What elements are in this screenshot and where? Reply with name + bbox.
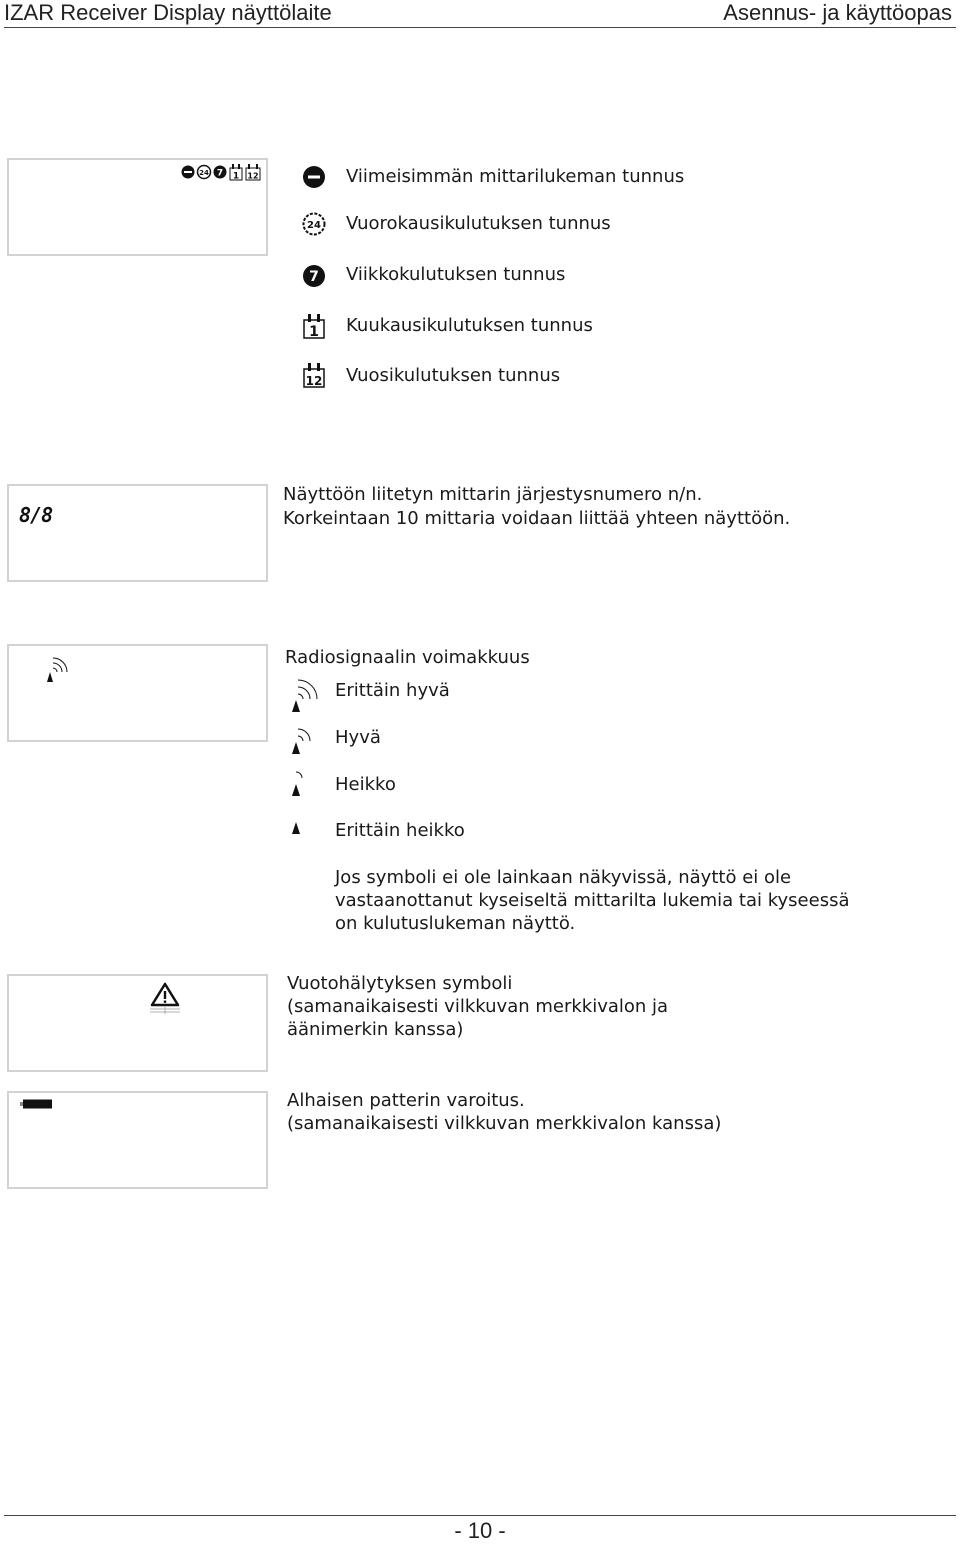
svg-text:1: 1 [232,171,240,181]
svg-text:1: 1 [309,324,319,340]
weekly-consumption-label: Viikkokulutuksen tunnus [346,264,566,285]
low-battery-icon [19,1098,53,1110]
signal-good-label: Hyvä [335,727,381,748]
footer-rule [4,1515,956,1516]
signal-very-good-icon [288,674,322,714]
lcd-symbols-row-icon [180,163,262,181]
svg-text:24: 24 [307,220,321,231]
radio-signal-note-line2: vastaanottanut kyseiseltä mittarilta lukemia tai kyseessä [335,890,850,911]
lcd-consumption-symbols [7,158,268,256]
last-reading-icon [302,165,326,189]
signal-weak-label: Heikko [335,774,396,795]
header-title-left: IZAR Receiver Display näyttölaite [4,0,332,25]
signal-good-icon [288,716,322,756]
signal-very-weak-icon [288,810,322,840]
signal-very-good-label: Erittäin hyvä [335,680,450,701]
signal-weak-icon [288,760,322,800]
daily-consumption-icon [302,212,326,236]
lcd-signal-icon [41,654,73,684]
monthly-consumption-label: Kuukausikulutuksen tunnus [346,315,593,336]
lcd-meter-number [7,484,268,582]
lcd-low-battery [7,1091,268,1189]
svg-text:7: 7 [309,269,319,285]
radio-signal-note-line3: on kulutuslukeman näyttö. [335,913,576,934]
lcd-meter-number-value: 8/8 [19,503,53,527]
page-number: - 10 - [454,1518,506,1543]
yearly-consumption-icon [302,361,326,389]
radio-signal-title: Radiosignaalin voimakkuus [285,647,530,668]
signal-very-weak-label: Erittäin heikko [335,820,465,841]
leak-alarm-line3: äänimerkin kanssa) [287,1019,464,1040]
svg-text:12: 12 [305,374,323,388]
low-battery-line2: (samanaikaisesti vilkkuvan merkkivalon kanssa) [287,1113,722,1134]
svg-text:24: 24 [199,169,209,177]
lcd-leak-alarm [7,974,268,1072]
daily-consumption-label: Vuorokausikulutuksen tunnus [346,213,611,234]
leak-alarm-line1: Vuotohälytyksen symboli [287,973,513,994]
svg-text:12: 12 [247,171,259,181]
leak-alarm-line2: (samanaikaisesti vilkkuvan merkkivalon ja [287,996,669,1017]
meter-number-desc-line2: Korkeintaan 10 mittaria voidaan liittää yhteen näyttöön. [283,508,791,529]
low-battery-line1: Alhaisen patterin varoitus. [287,1090,525,1111]
lcd-radio-signal [7,644,268,742]
meter-number-desc-line1: Näyttöön liitetyn mittarin järjestysnumero n/n. [283,484,703,505]
leak-warning-icon [148,981,182,1015]
yearly-consumption-label: Vuosikulutuksen tunnus [346,365,561,386]
header-rule [4,27,956,28]
header-title-right: Asennus- ja käyttöopas [723,0,952,25]
monthly-consumption-icon [302,312,326,340]
weekly-consumption-icon [302,264,326,288]
last-reading-label: Viimeisimmän mittarilukeman tunnus [346,166,685,187]
svg-text:7: 7 [216,168,224,179]
radio-signal-note-line1: Jos symboli ei ole lainkaan näkyvissä, näyttö ei ole [335,867,792,888]
